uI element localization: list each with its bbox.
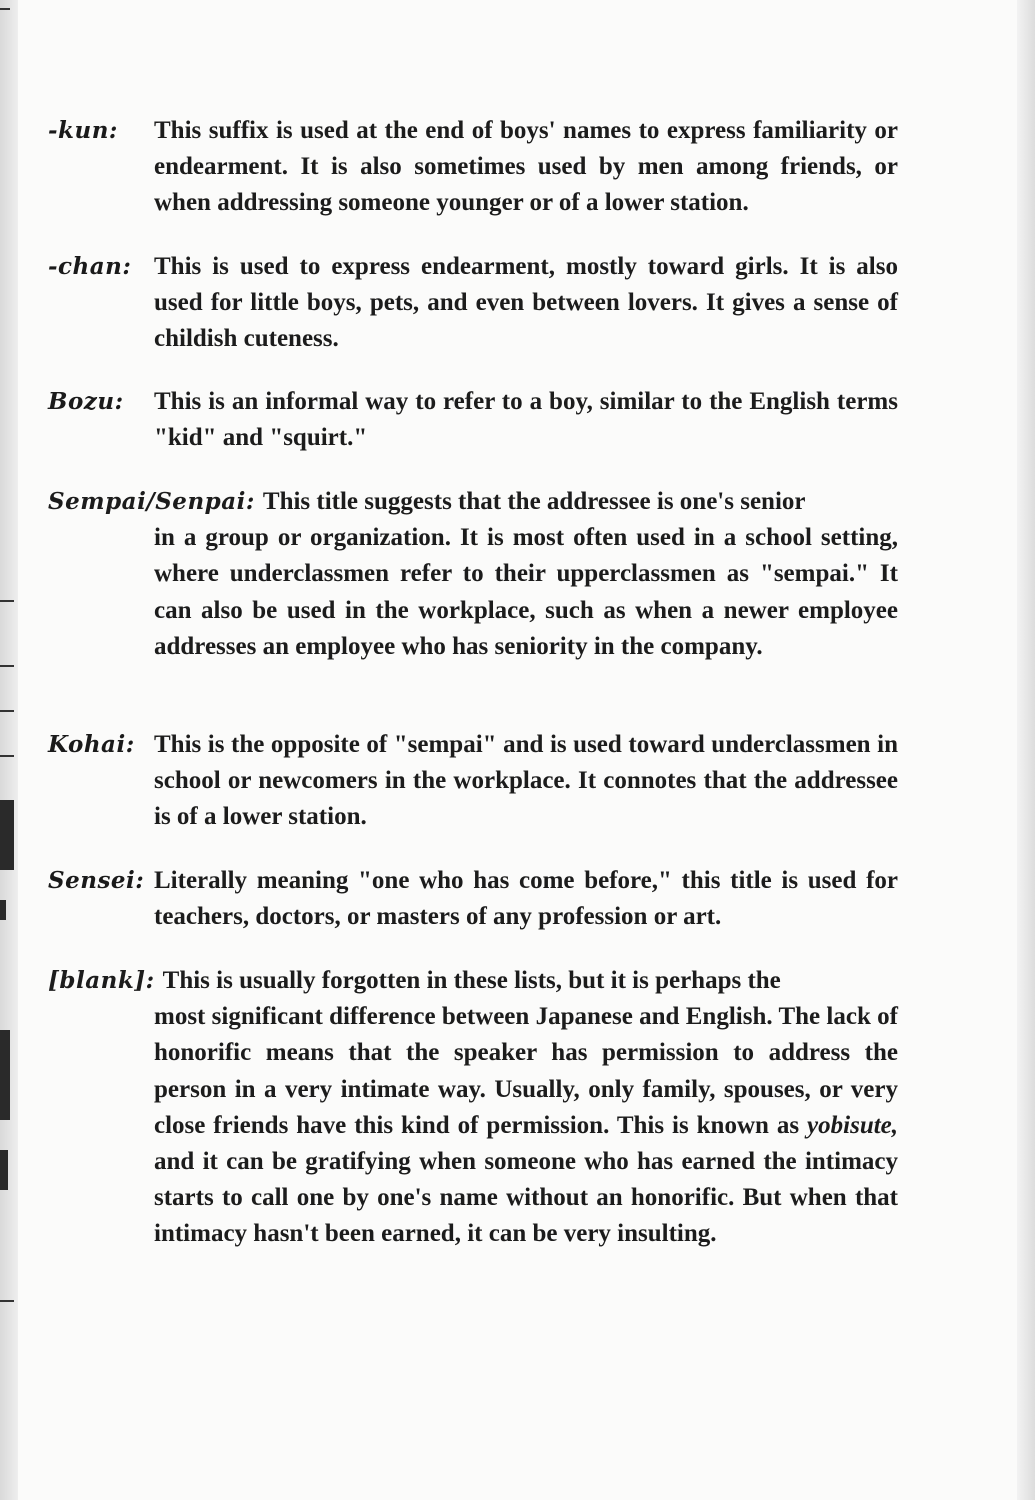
glossary-term: Sensei:: [48, 867, 145, 894]
definition-text-part: most significant difference between Japanese and English. The lack of honorific means that the speaker has permission to address the person in a very intimate way. Usually, only family, spouses, or very close friends have this kind of permission. This is known as: [154, 1003, 898, 1139]
glossary-term: Bozu:: [48, 388, 124, 415]
glossary-definition-first-line: [48, 484, 898, 520]
glossary-term: -chan:: [48, 253, 132, 280]
left-page-edge: [0, 0, 18, 1500]
glossary-entry-sempai: [48, 484, 898, 665]
edge-mark: [0, 710, 14, 712]
glossary-term: Sempai/Senpai:: [48, 488, 255, 515]
definition-first-line-text: This title suggests that the addressee is one's senior: [262, 488, 806, 515]
edge-mark: [0, 8, 10, 10]
glossary-definition: This is an informal way to refer to a boy, similar to the English terms "kid" and "squirt.": [154, 388, 898, 452]
glossary-definition: This suffix is used at the end of boys' names to express familiarity or endearment. It is also sometimes used by men among friends, or when addressing someone younger or of a lower station.: [154, 117, 898, 217]
edge-mark: [0, 755, 14, 757]
glossary-definition-first-line: [48, 963, 898, 999]
glossary-term: Kohai:: [48, 731, 135, 758]
glossary-entry-kohai: [48, 727, 898, 836]
glossary-entry-chan: [48, 249, 898, 358]
glossary-definition: This is used to express endearment, mostly toward girls. It is also used for little boys, pets, and even between lovers. It gives a sense of childish cuteness.: [154, 253, 898, 353]
definition-text-part: and it can be gratifying when someone who has earned the intimacy starts to call one by one's name without an honorific. But when that intimacy hasn't been earned, it can be very insulting.: [154, 1148, 898, 1248]
japanese-term: yobisute,: [807, 1111, 899, 1139]
edge-mark: [0, 1300, 14, 1302]
edge-artwork: [0, 1030, 10, 1120]
glossary-entry-blank: [48, 963, 898, 1253]
glossary-entry-kun: [48, 113, 898, 222]
glossary-definition: This is the opposite of "sempai" and is used toward underclassmen in school or newcomers in the workplace. It connotes that the addressee is of a lower station.: [154, 731, 898, 831]
glossary-term: -kun:: [48, 117, 118, 144]
glossary-entry-sensei: [48, 863, 898, 935]
edge-artwork: [0, 1150, 8, 1190]
glossary-definition: Literally meaning "one who has come before," this title is used for teachers, doctors, or masters of any profession or art.: [154, 867, 898, 931]
right-page-edge: [1017, 0, 1035, 1500]
glossary-term: [blank]:: [48, 967, 155, 994]
glossary-entry-bozu: [48, 384, 898, 456]
glossary-definition: in a group or organization. It is most often used in a school setting, where underclassmen refer to their upperclassmen as "sempai." It can also be used in the workplace, such as when a newer employee addresses an employee who has seniority in the company.: [154, 524, 898, 660]
edge-mark: [0, 600, 14, 602]
edge-artwork: [0, 900, 6, 920]
edge-mark: [0, 665, 14, 667]
definition-first-line-text: This is usually forgotten in these lists, but it is perhaps the: [162, 967, 781, 994]
edge-artwork: [0, 800, 14, 870]
glossary-definition: [154, 999, 898, 1252]
